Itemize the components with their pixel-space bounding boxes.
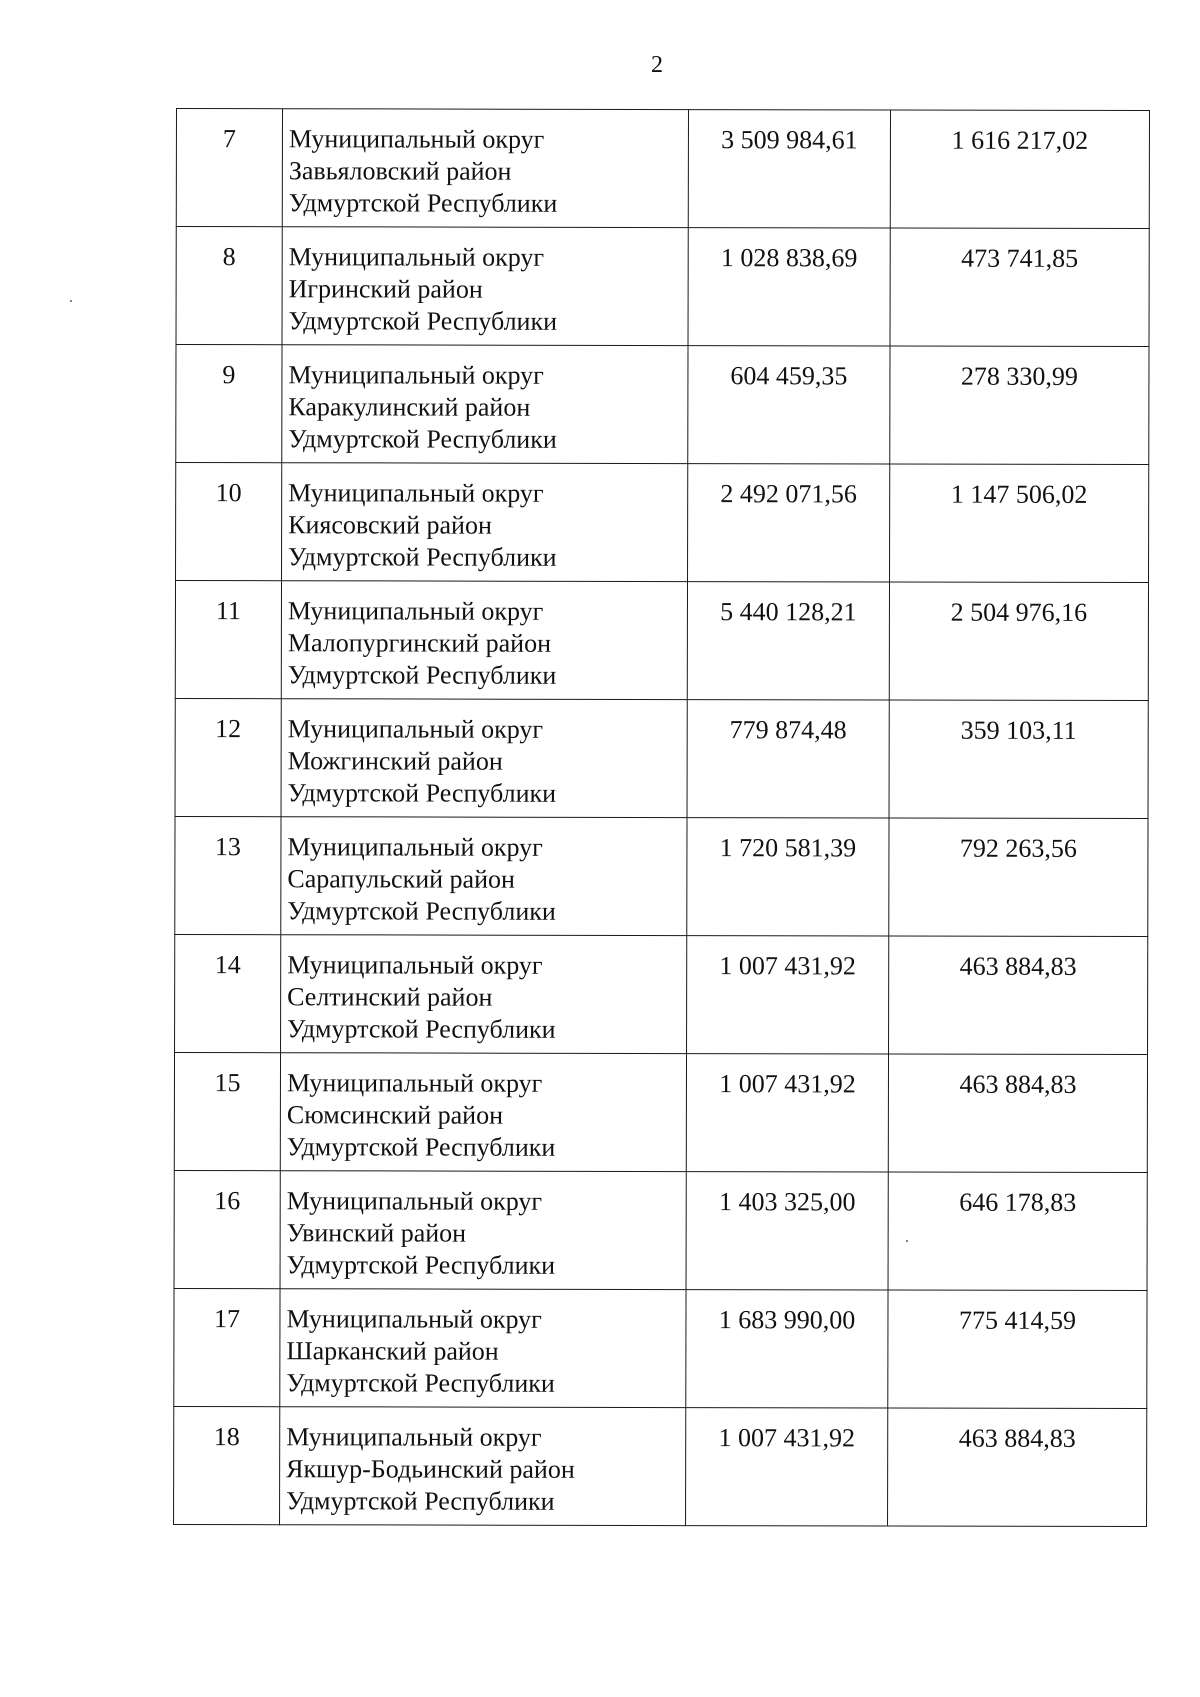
municipality-name-line1: Муниципальный округ [288, 124, 545, 154]
municipality-name [280, 1053, 686, 1172]
row-number: 15 [174, 1052, 280, 1170]
municipality-name-line2: Якшур-Бодьинский район [286, 1454, 575, 1484]
municipality-name [280, 1407, 686, 1526]
page-number: 2 [651, 52, 663, 78]
allocation-table [173, 108, 1150, 1527]
municipality-name-line3: Удмуртской Республики [286, 1368, 555, 1398]
municipality-name-line2: Селтинский район [287, 982, 493, 1012]
municipality-name-line2: Малопургинский район [287, 628, 552, 658]
municipality-name-line1: Муниципальный округ [287, 950, 543, 980]
table-row [175, 698, 1148, 818]
amount-column-1: 779 874,48 [687, 700, 889, 818]
table-row [176, 345, 1149, 465]
amount-column-2: 359 103,11 [889, 700, 1148, 819]
municipality-name-line1: Муниципальный округ [286, 1186, 543, 1216]
amount-column-1: 1 007 431,92 [687, 936, 889, 1054]
amount-column-2: 473 741,85 [890, 228, 1149, 347]
amount-column-2: 775 414,59 [888, 1290, 1147, 1409]
municipality-name-line3: Удмуртской Республики [288, 542, 557, 572]
municipality-name [280, 1289, 686, 1408]
scan-speck [906, 1240, 908, 1242]
municipality-name-line2: Шарканский район [286, 1336, 499, 1366]
amount-column-1: 2 492 071,56 [688, 464, 890, 582]
municipality-name [281, 699, 687, 818]
amount-column-1: 1 007 431,92 [686, 1054, 888, 1172]
municipality-name-line2: Киясовский район [288, 510, 492, 540]
row-number: 16 [174, 1170, 280, 1288]
amount-column-2: 2 504 976,16 [889, 582, 1148, 701]
amount-column-1: 1 403 325,00 [686, 1172, 888, 1290]
table-row [174, 1406, 1147, 1526]
table-row [176, 227, 1149, 347]
amount-column-2: 1 616 217,02 [890, 110, 1149, 229]
row-number: 7 [176, 109, 282, 227]
row-number: 12 [175, 698, 281, 816]
municipality-name [282, 109, 688, 228]
table-row [175, 934, 1148, 1054]
table-body [174, 109, 1150, 1527]
row-number: 13 [175, 816, 281, 934]
row-number: 10 [176, 463, 282, 581]
scan-speck [70, 300, 72, 302]
municipality-name-line3: Удмуртской Республики [286, 1250, 556, 1280]
municipality-name-line2: Каракулинский район [288, 392, 531, 422]
amount-column-2: 1 147 506,02 [890, 464, 1149, 583]
row-number: 18 [174, 1406, 280, 1524]
municipality-name [281, 581, 687, 700]
municipality-name [282, 345, 688, 464]
table-row [174, 1052, 1147, 1172]
table-row [176, 109, 1149, 229]
amount-column-2: 463 884,83 [889, 936, 1148, 1055]
municipality-name-line3: Удмуртской Республики [287, 660, 557, 690]
table-row [175, 581, 1148, 701]
amount-column-2: 646 178,83 [888, 1172, 1147, 1291]
municipality-name [282, 227, 688, 346]
municipality-name [281, 935, 687, 1054]
amount-column-1: 1 007 431,92 [686, 1408, 888, 1526]
municipality-name-line1: Муниципальный округ [286, 1304, 542, 1334]
table-row [174, 1170, 1147, 1290]
municipality-name-line1: Муниципальный округ [287, 714, 544, 744]
municipality-name-line3: Удмуртской Республики [288, 306, 558, 336]
municipality-name-line3: Удмуртской Республики [287, 896, 556, 926]
amount-column-1: 1 028 838,69 [688, 228, 890, 346]
row-number: 11 [175, 581, 281, 699]
amount-column-2: 463 884,83 [888, 1408, 1147, 1527]
row-number: 9 [176, 345, 282, 463]
municipality-name-line1: Муниципальный округ [288, 478, 544, 508]
row-number: 8 [176, 227, 282, 345]
municipality-name-line3: Удмуртской Республики [288, 188, 558, 218]
amount-column-1: 5 440 128,21 [687, 582, 889, 700]
amount-column-2: 463 884,83 [888, 1054, 1147, 1173]
municipality-name-line1: Муниципальный округ [288, 360, 544, 390]
municipality-name-line1: Муниципальный округ [286, 1068, 543, 1098]
municipality-name [280, 1171, 686, 1290]
municipality-name-line2: Игринский район [288, 274, 483, 304]
amount-column-2: 792 263,56 [889, 818, 1148, 937]
municipality-name-line2: Сюмсинский район [286, 1100, 504, 1130]
municipality-name [281, 817, 687, 936]
municipality-name-line2: Завьяловский район [288, 156, 512, 186]
municipality-name-line3: Удмуртской Республики [286, 1132, 556, 1162]
table-row [175, 816, 1148, 936]
municipality-name-line2: Можгинский район [287, 746, 503, 776]
amount-column-2: 278 330,99 [890, 346, 1149, 465]
row-number: 14 [175, 934, 281, 1052]
municipality-name [282, 463, 688, 582]
municipality-name-line1: Муниципальный округ [288, 242, 545, 272]
table-row [176, 463, 1149, 583]
municipality-name-line3: Удмуртской Республики [287, 778, 557, 808]
municipality-name-line3: Удмуртской Республики [288, 424, 557, 454]
municipality-name-line1: Муниципальный округ [287, 596, 544, 626]
municipality-name-line2: Сарапульский район [287, 864, 515, 894]
table-row [174, 1288, 1147, 1408]
municipality-name-line1: Муниципальный округ [286, 1422, 542, 1452]
municipality-name-line3: Удмуртской Республики [286, 1486, 555, 1516]
municipality-name-line1: Муниципальный округ [287, 832, 543, 862]
municipality-name-line3: Удмуртской Республики [287, 1014, 556, 1044]
amount-column-1: 1 720 581,39 [687, 818, 889, 936]
amount-column-1: 604 459,35 [688, 346, 890, 464]
amount-column-1: 3 509 984,61 [688, 110, 890, 228]
amount-column-1: 1 683 990,00 [686, 1290, 888, 1408]
municipality-name-line2: Увинский район [286, 1218, 467, 1248]
row-number: 17 [174, 1288, 280, 1406]
